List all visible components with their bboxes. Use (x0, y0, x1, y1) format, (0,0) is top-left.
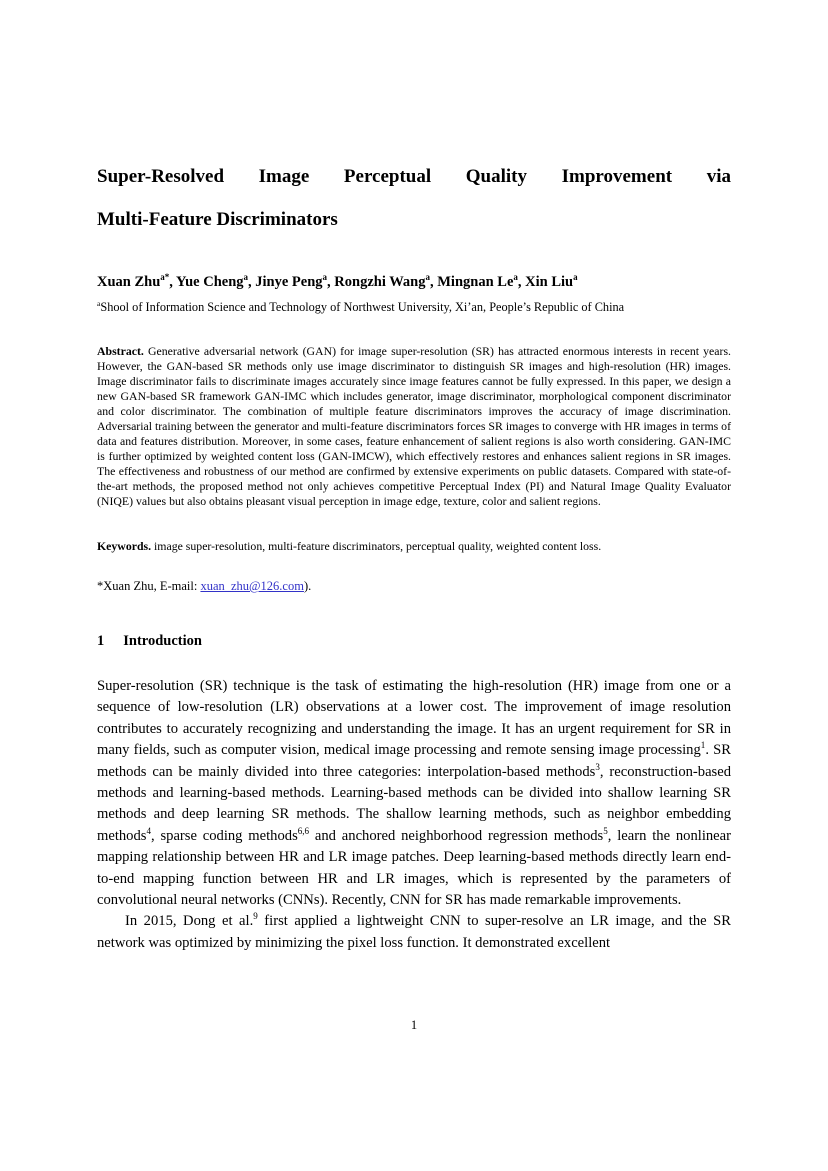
author-name: , Xin Liu (517, 274, 574, 290)
citation-superscript: 5 (603, 825, 608, 836)
affiliation-line (97, 299, 731, 315)
citation-superscript: 9 (253, 911, 258, 922)
author-name: , Mingnan Le (430, 274, 514, 290)
section-heading-introduction (97, 632, 731, 650)
keywords-label: Keywords. (97, 539, 152, 553)
correspondence-line (97, 578, 731, 594)
author-affiliation-mark: a (513, 272, 518, 283)
keywords-text: image super-resolution, multi-feature discriminators, perceptual quality, weighted content loss. (151, 539, 602, 553)
author-affiliation-mark: a (573, 272, 578, 283)
page-number: 1 (410, 1018, 418, 1032)
author-affiliation-mark: a (243, 272, 249, 283)
author-name: , Yue Cheng (169, 274, 244, 290)
author-affiliation-mark: a (425, 272, 430, 283)
author-name: , Jinye Peng (248, 274, 323, 290)
citation-superscript: 4 (146, 825, 151, 836)
introduction-paragraph-1 (97, 676, 731, 911)
keywords-line (97, 539, 731, 554)
author-affiliation-mark: a (322, 272, 328, 283)
affiliation-mark: a (97, 298, 101, 308)
body-text: . SR methods can be mainly divided into three categories: interpolation-based methods (97, 742, 731, 780)
authors-line (97, 273, 731, 291)
paper-title-line-2: Multi-Feature Discriminators (97, 209, 338, 230)
abstract-text: Generative adversarial network (GAN) for image super-resolution (SR) has attracted enormous interests in recent years. However, the GAN-based SR methods only use image discriminator to distinguish SR images and high-resolution (HR) images. Image discriminator fails to discriminate images accurately since image features cannot be fully expressed. In this paper, we design a new GAN-based SR framework GAN-IMC which includes generator, image discriminator, morphological component discriminator and color discriminator. The combination of multiple feature discriminators improves the accuracy of image discrimination. Adversarial training between the generator and multi-feature discriminators forces SR images to converge with HR images in terms of data and features distribution. Moreover, in some cases, feature enhancement of salient regions is also worth considering. GAN-IMC is further optimized by weighted content loss (GAN-IMCW), which effectively restores and enhances salient regions in SR images. The effectiveness and robustness of our method are confirmed by extensive experiments on public datasets. Compared with state-of-the-art methods, the proposed method not only achieves competitive Perceptual Index (PI) and Natural Image Quality Evaluator (NIQE) values but also obtains pleasant visual perception in image edge, texture, color and salient regions. (97, 344, 732, 508)
abstract-label: Abstract. (97, 344, 144, 358)
author-name: , Rongzhi Wang (327, 274, 426, 290)
email-link[interactable]: xuan_zhu@126.com (200, 579, 304, 593)
section-title: Introduction (123, 633, 202, 649)
citation-superscript: 6,6 (297, 825, 310, 836)
body-text: and anchored neighborhood regression methods (309, 827, 604, 844)
introduction-paragraph-2 (97, 911, 731, 954)
author-affiliation-mark: a* (160, 272, 170, 283)
body-text: , learn the nonlinear mapping relationship between HR and LR image patches. Deep learning-based methods directly learn end-to-end mapping function between HR and LR images, which is represented by the parameters of convolutional neural networks (CNNs). Recently, CNN for SR has made remarkable improvements. (97, 827, 731, 909)
body-text: In 2015, Dong et al. (125, 913, 254, 930)
paper-title-line-1: Super-Resolved Image Perceptual Quality Improvement via (97, 166, 731, 187)
abstract-paragraph (97, 344, 731, 509)
page-content (97, 155, 731, 954)
affiliation-text: Shool of Information Science and Technology of Northwest University, Xi’an, People’s Republic of China (100, 300, 625, 314)
section-number: 1 (97, 633, 105, 649)
author-name: Xuan Zhu (97, 274, 161, 290)
correspondence-prefix: *Xuan Zhu, E-mail: (97, 579, 201, 593)
body-text: first applied a lightweight CNN to super-resolve an LR image, and the SR network was optimized by minimizing the pixel loss function. It demonstrated excellent (97, 913, 732, 951)
correspondence-suffix: ). (303, 579, 312, 593)
body-text: , reconstruction-based methods and learning-based methods. Learning-based methods can be divided into shallow learning SR methods and deep learning SR methods. The shallow learning methods, such as neighbor embedding methods (97, 763, 732, 844)
citation-superscript: 1 (700, 740, 706, 751)
paper-title (97, 155, 731, 241)
citation-superscript: 3 (595, 761, 600, 772)
body-text: , sparse coding methods (151, 827, 298, 844)
body-text: Super-resolution (SR) technique is the task of estimating the high-resolution (HR) image from one or a sequence of low-resolution (LR) observations at a lower cost. The improvement of image resolution contributes to accurately recognizing and understanding the image. It has an urgent requirement for SR in many fields, such as computer vision, medical image processing and remote sensing image processing (97, 678, 731, 759)
